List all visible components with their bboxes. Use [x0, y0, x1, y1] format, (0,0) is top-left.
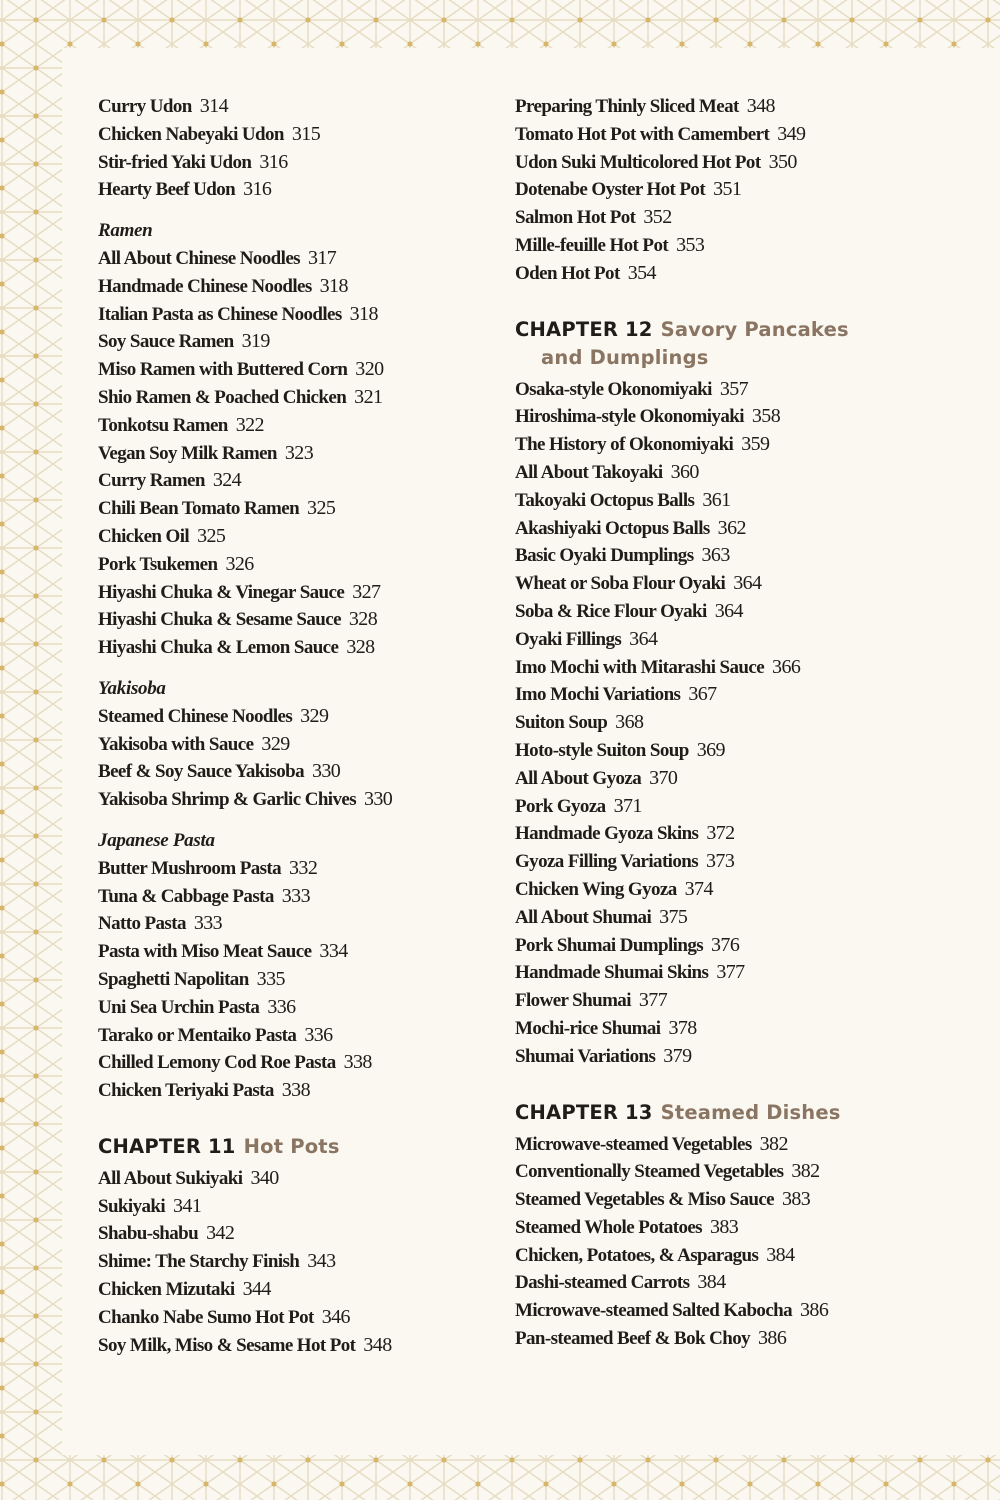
- toc-entry[interactable]: Uni Sea Urchin Pasta 336: [98, 995, 296, 1018]
- toc-entry[interactable]: Hiyashi Chuka & Lemon Sauce 328: [98, 636, 375, 659]
- toc-entry[interactable]: Chilled Lemony Cod Roe Pasta 338: [98, 1051, 372, 1074]
- toc-entry[interactable]: Italian Pasta as Chinese Noodles 318: [98, 302, 378, 325]
- toc-entry[interactable]: Curry Ramen 324: [98, 469, 242, 492]
- toc-entry[interactable]: Flower Shumai 377: [515, 989, 668, 1012]
- toc-entry[interactable]: Shime: The Starchy Finish 343: [98, 1250, 336, 1273]
- toc-entry[interactable]: Chicken Teriyaki Pasta 338: [98, 1079, 310, 1102]
- toc-entry[interactable]: Shabu-shabu 342: [98, 1222, 235, 1245]
- toc-entry[interactable]: All About Chinese Noodles 317: [98, 246, 337, 269]
- toc-entry[interactable]: Mochi-rice Shumai 378: [515, 1016, 697, 1039]
- chapter-12-list: [515, 376, 915, 1071]
- toc-entry[interactable]: Pan-steamed Beef & Bok Choy 386: [515, 1327, 787, 1350]
- toc-entry[interactable]: The History of Okonomiyaki 359: [515, 433, 770, 456]
- toc-entry[interactable]: Chicken Nabeyaki Udon 315: [98, 122, 321, 145]
- toc-entry[interactable]: Shumai Variations 379: [515, 1044, 692, 1067]
- toc-entry[interactable]: Sukiyaki 341: [98, 1194, 202, 1217]
- toc-entry[interactable]: Hiyashi Chuka & Vinegar Sauce 327: [98, 580, 381, 603]
- toc-entry[interactable]: Chili Bean Tomato Ramen 325: [98, 497, 336, 520]
- toc-entry[interactable]: Vegan Soy Milk Ramen 323: [98, 441, 314, 464]
- toc-entry[interactable]: Chicken Mizutaki 344: [98, 1278, 271, 1301]
- toc-entry[interactable]: Tuna & Cabbage Pasta 333: [98, 884, 310, 907]
- toc-entry[interactable]: Steamed Whole Potatoes 383: [515, 1215, 739, 1238]
- yakisoba-list: [98, 703, 478, 814]
- toc-left-column: [98, 93, 478, 1359]
- udon-continued-list: [98, 93, 478, 204]
- toc-entry[interactable]: Butter Mushroom Pasta 332: [98, 856, 318, 879]
- toc-entry[interactable]: All About Takoyaki 360: [515, 460, 699, 483]
- chapter-title: Steamed Dishes: [660, 1100, 841, 1124]
- toc-entry[interactable]: All About Sukiyaki 340: [98, 1166, 279, 1189]
- ramen-list: [98, 245, 478, 662]
- chapter-heading-13: [515, 1099, 915, 1127]
- chapter-number: CHAPTER 13: [515, 1100, 653, 1124]
- toc-entry[interactable]: Soy Milk, Miso & Sesame Hot Pot 348: [98, 1333, 392, 1356]
- toc-entry[interactable]: Microwave-steamed Vegetables 382: [515, 1132, 788, 1155]
- chapter-heading-12: [515, 316, 915, 372]
- toc-entry[interactable]: Curry Udon 314: [98, 95, 228, 117]
- chapter-title: Hot Pots: [243, 1134, 340, 1158]
- chapter-title: Savory Pancakes: [660, 317, 849, 341]
- toc-entry[interactable]: Hiroshima-style Okonomiyaki 358: [515, 405, 781, 428]
- toc-entry[interactable]: Pork Tsukemen 326: [98, 552, 254, 575]
- toc-entry[interactable]: Hoto-style Suiton Soup 369: [515, 738, 725, 761]
- toc-entry[interactable]: Pork Shumai Dumplings 376: [515, 933, 740, 956]
- toc-entry[interactable]: Salmon Hot Pot 352: [515, 206, 672, 229]
- toc-entry[interactable]: Natto Pasta 333: [98, 912, 223, 935]
- toc-entry[interactable]: All About Gyoza 370: [515, 766, 678, 789]
- toc-entry[interactable]: Handmade Chinese Noodles 318: [98, 274, 348, 297]
- toc-entry[interactable]: Tarako or Mentaiko Pasta 336: [98, 1023, 333, 1046]
- toc-entry[interactable]: Akashiyaki Octopus Balls 362: [515, 516, 746, 539]
- toc-entry[interactable]: Hearty Beef Udon 316: [98, 178, 272, 201]
- toc-entry[interactable]: Dotenabe Oyster Hot Pot 351: [515, 178, 742, 201]
- japanese-pasta-list: [98, 855, 478, 1105]
- toc-entry[interactable]: Conventionally Steamed Vegetables 382: [515, 1160, 820, 1183]
- toc-entry[interactable]: Yakisoba with Sauce 329: [98, 732, 290, 755]
- section-heading-japanese-pasta: Japanese Pasta: [98, 829, 215, 851]
- chapter-11-list: [98, 1165, 478, 1360]
- toc-entry[interactable]: Hiyashi Chuka & Sesame Sauce 328: [98, 608, 378, 631]
- chapter-number: CHAPTER 11: [98, 1134, 236, 1158]
- toc-entry[interactable]: Stir-fried Yaki Udon 316: [98, 150, 288, 173]
- toc-entry[interactable]: Microwave-steamed Salted Kabocha 386: [515, 1299, 829, 1322]
- toc-entry[interactable]: Preparing Thinly Sliced Meat 348: [515, 95, 775, 117]
- toc-entry[interactable]: Beef & Soy Sauce Yakisoba 330: [98, 760, 341, 783]
- toc-entry[interactable]: Steamed Vegetables & Miso Sauce 383: [515, 1188, 811, 1211]
- toc-entry[interactable]: Steamed Chinese Noodles 329: [98, 704, 329, 727]
- toc-entry[interactable]: Chicken Oil 325: [98, 524, 226, 547]
- section-heading-yakisoba: Yakisoba: [98, 677, 166, 699]
- toc-entry[interactable]: Shio Ramen & Poached Chicken 321: [98, 385, 383, 408]
- section-heading-ramen: Ramen: [98, 220, 153, 242]
- toc-entry[interactable]: Tomato Hot Pot with Camembert 349: [515, 122, 806, 145]
- toc-entry[interactable]: Takoyaki Octopus Balls 361: [515, 488, 731, 511]
- toc-entry[interactable]: Handmade Gyoza Skins 372: [515, 822, 735, 845]
- toc-entry[interactable]: Osaka-style Okonomiyaki 357: [515, 377, 749, 400]
- toc-entry[interactable]: Basic Oyaki Dumplings 363: [515, 544, 730, 567]
- toc-entry[interactable]: Udon Suki Multicolored Hot Pot 350: [515, 150, 797, 173]
- toc-entry[interactable]: Oden Hot Pot 354: [515, 261, 656, 284]
- toc-entry[interactable]: Mille-feuille Hot Pot 353: [515, 233, 705, 256]
- hot-pots-continued-list: [515, 93, 915, 288]
- toc-entry[interactable]: Chanko Nabe Sumo Hot Pot 346: [98, 1305, 350, 1328]
- toc-entry[interactable]: Pork Gyoza 371: [515, 794, 642, 817]
- toc-entry[interactable]: Soy Sauce Ramen 319: [98, 330, 270, 353]
- toc-entry[interactable]: Pasta with Miso Meat Sauce 334: [98, 940, 348, 963]
- toc-entry[interactable]: Imo Mochi Variations 367: [515, 683, 717, 706]
- chapter-heading-11: [98, 1133, 478, 1161]
- toc-entry[interactable]: Oyaki Fillings 364: [515, 627, 658, 650]
- toc-entry[interactable]: Yakisoba Shrimp & Garlic Chives 330: [98, 788, 393, 811]
- toc-entry[interactable]: Imo Mochi with Mitarashi Sauce 366: [515, 655, 801, 678]
- toc-entry[interactable]: Soba & Rice Flour Oyaki 364: [515, 599, 743, 622]
- chapter-number: CHAPTER 12: [515, 317, 653, 341]
- toc-entry[interactable]: Handmade Shumai Skins 377: [515, 961, 745, 984]
- toc-entry[interactable]: All About Shumai 375: [515, 905, 688, 928]
- toc-entry[interactable]: Miso Ramen with Buttered Corn 320: [98, 358, 384, 381]
- chapter-13-list: [515, 1131, 915, 1353]
- chapter-title-line2: and Dumplings: [541, 345, 709, 369]
- toc-entry[interactable]: Tonkotsu Ramen 322: [98, 413, 264, 436]
- toc-entry[interactable]: Chicken Wing Gyoza 374: [515, 877, 713, 900]
- toc-entry[interactable]: Spaghetti Napolitan 335: [98, 967, 285, 990]
- toc-entry[interactable]: Suiton Soup 368: [515, 711, 644, 734]
- toc-right-column: [515, 93, 915, 1353]
- toc-entry[interactable]: Dashi-steamed Carrots 384: [515, 1271, 726, 1294]
- toc-entry[interactable]: Gyoza Filling Variations 373: [515, 850, 735, 873]
- toc-entry[interactable]: Chicken, Potatoes, & Asparagus 384: [515, 1243, 795, 1266]
- toc-entry[interactable]: Wheat or Soba Flour Oyaki 364: [515, 572, 762, 595]
